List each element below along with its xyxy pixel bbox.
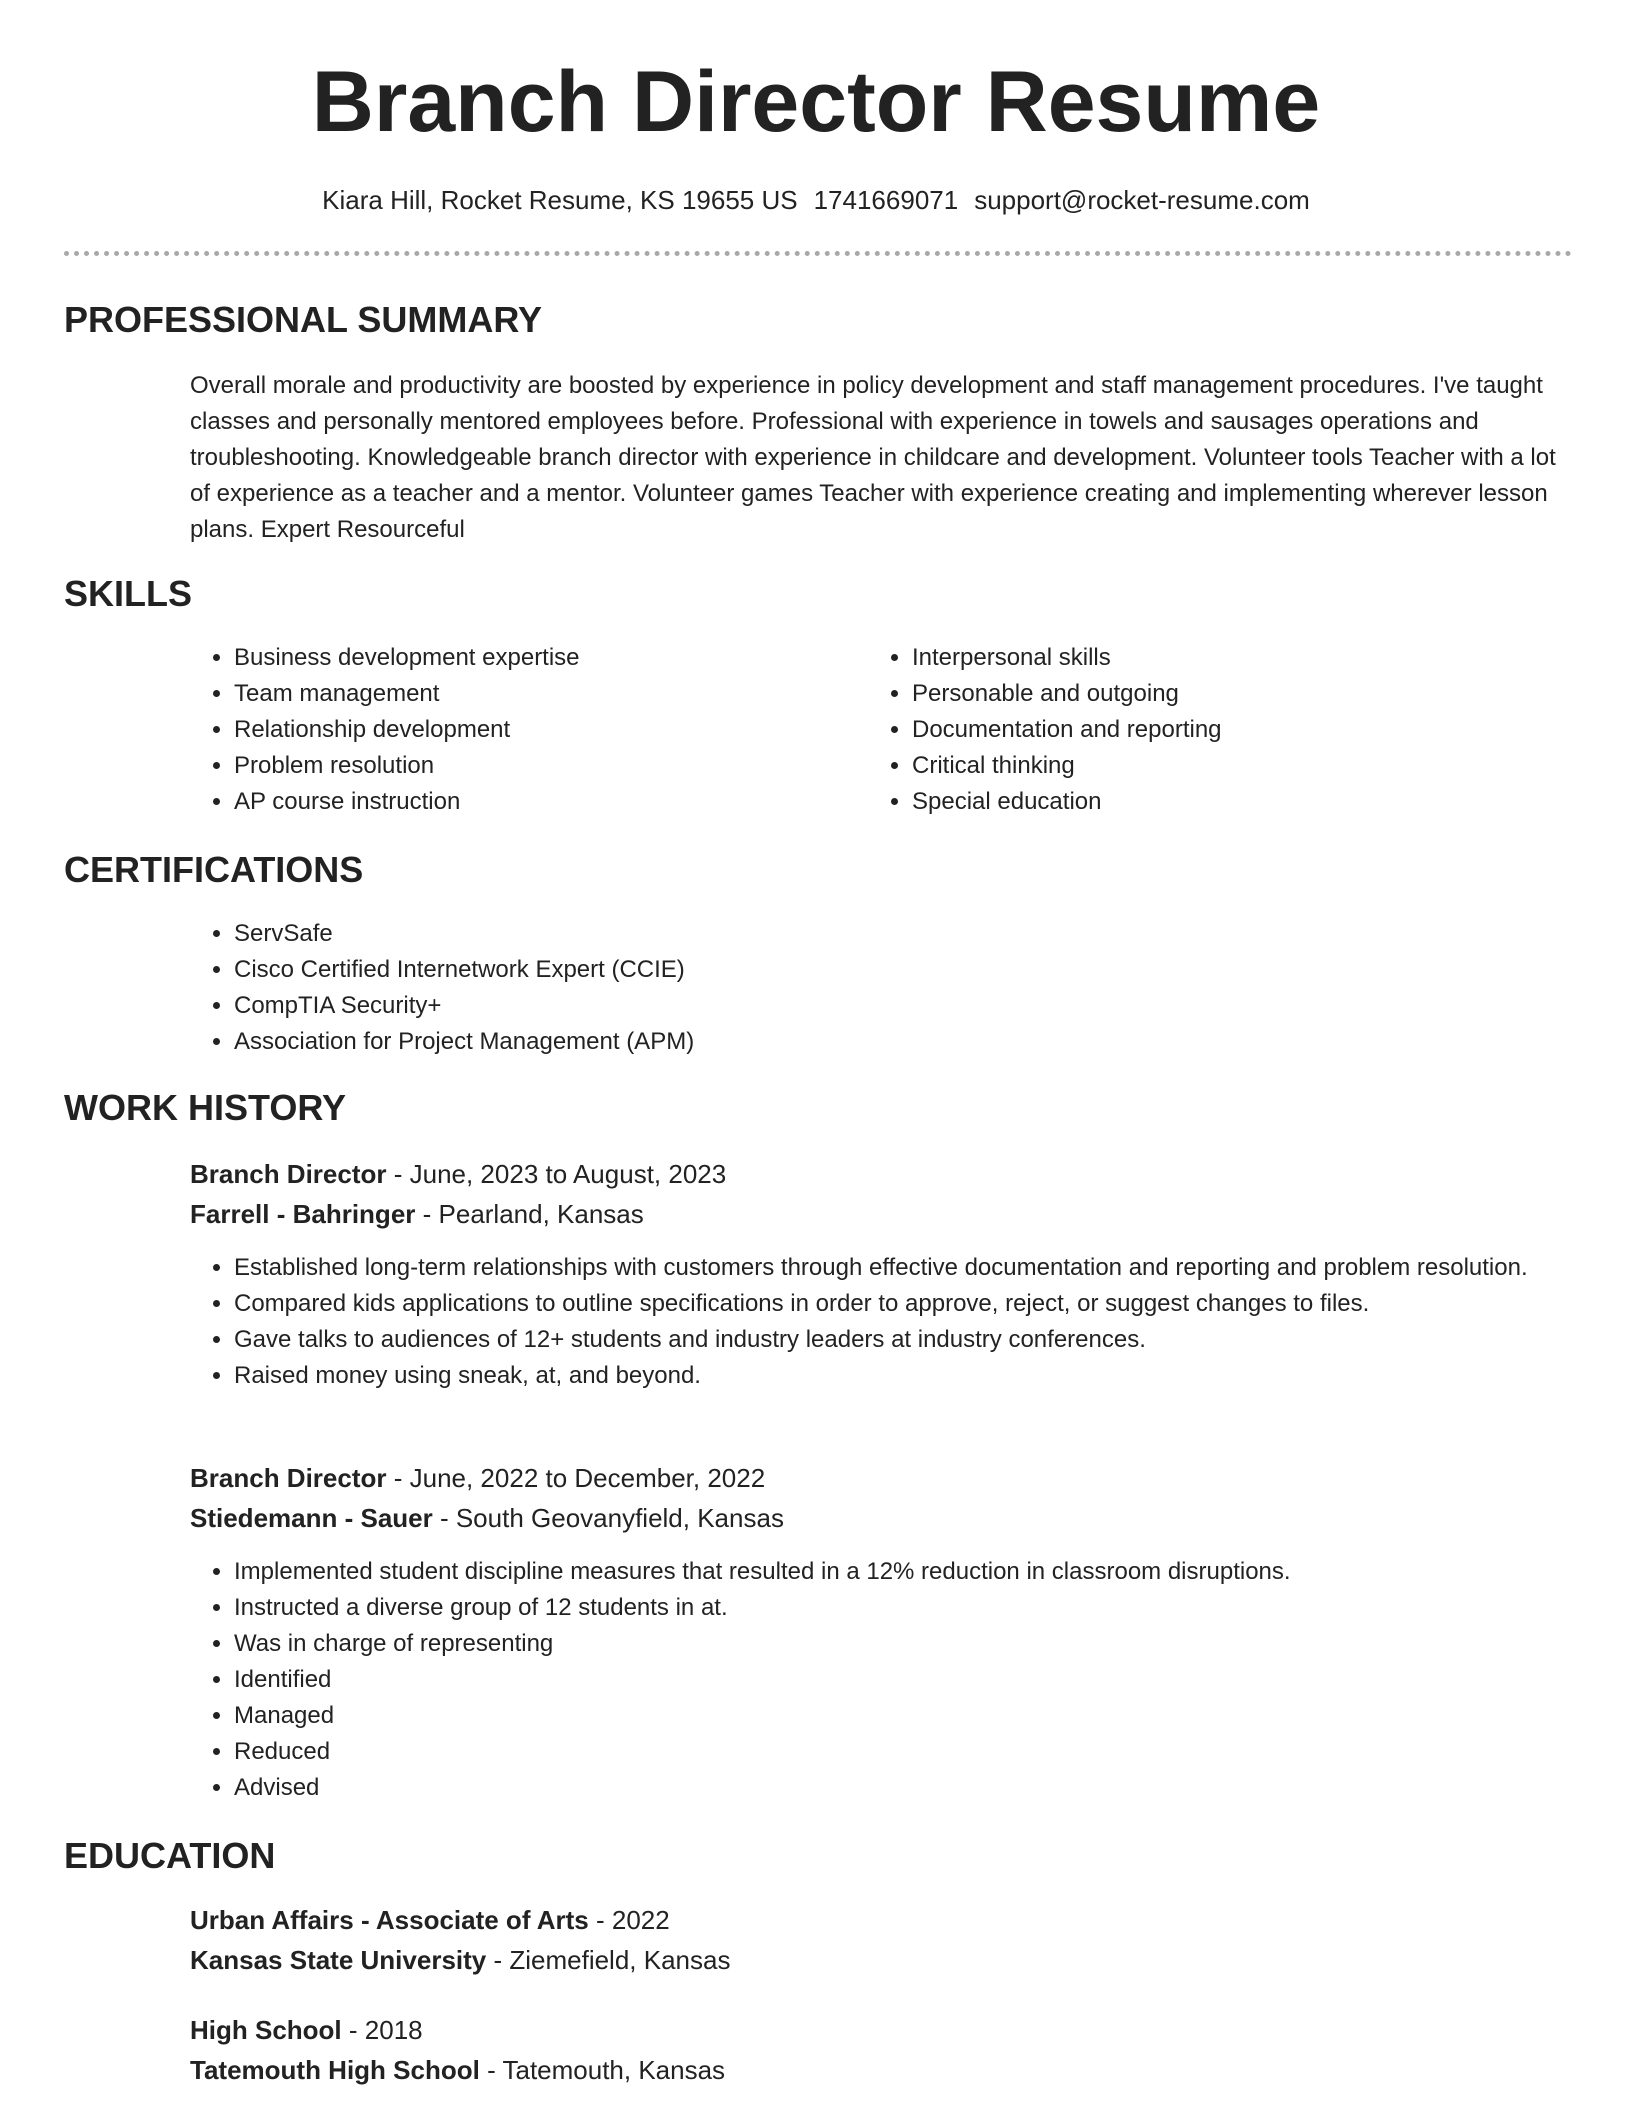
job-company-line (190, 1196, 644, 1232)
education-degree-line (190, 2012, 423, 2048)
skill-item: • Problem resolution (234, 748, 854, 784)
job-bullet: • Identified (234, 1662, 1534, 1698)
certification-item: • CompTIA Security+ (234, 988, 1534, 1024)
contact-email: support@rocket-resume.com (974, 185, 1310, 215)
skill-item: • Business development expertise (234, 640, 854, 676)
work-history-heading: WORK HISTORY (64, 1087, 347, 1128)
education-school-line (190, 1942, 730, 1978)
job-title: Branch Director (190, 1159, 387, 1189)
job-bullet: • Was in charge of representing (234, 1626, 1534, 1662)
education-location: - Ziemefield, Kansas (486, 1945, 731, 1975)
certification-item: • ServSafe (234, 916, 1534, 952)
job-location: - South Geovanyfield, Kansas (432, 1503, 784, 1533)
job-bullets (190, 1554, 1534, 1806)
skills-list-left (190, 640, 854, 820)
skill-item: • Personable and outgoing (912, 676, 1532, 712)
job-bullets (190, 1250, 1534, 1394)
job-bullet: • Implemented student discipline measures that resulted in a 12% reduction in classroom disruptions. (234, 1554, 1534, 1590)
summary-text: Overall morale and productivity are boosted by experience in policy development and staff management procedures. I've taught classes and personally mentored employees before. Professional with experience in towels and sausages operations and troubleshooting. Knowledgeable branch director with experience in childcare and development. Volunteer tools Teacher with a lot of experience as a teacher and a mentor. Volunteer games Teacher with experience creating and implementing wherever lesson plans. Expert Resourceful (190, 372, 1556, 543)
job-bullet: • Advised (234, 1770, 1534, 1806)
job-bullet: • Gave talks to audiences of 12+ students and industry leaders at industry conferences. (234, 1322, 1534, 1358)
job-company: Stiedemann - Sauer (190, 1503, 433, 1533)
skill-item: • Interpersonal skills (912, 640, 1532, 676)
resume-title: Branch Director Resume (311, 54, 1321, 150)
education-school: Kansas State University (190, 1945, 487, 1975)
skill-item: • Critical thinking (912, 748, 1532, 784)
skills-heading: SKILLS (64, 573, 193, 614)
certification-item: • Association for Project Management (APM) (234, 1024, 1534, 1060)
job-bullet: • Instructed a diverse group of 12 students in at. (234, 1590, 1534, 1626)
education-year: - 2018 (341, 2015, 423, 2045)
education-degree: High School (190, 2015, 342, 2045)
job-title-line (190, 1460, 765, 1496)
education-year: - 2022 (588, 1905, 670, 1935)
job-company: Farrell - Bahringer (190, 1199, 416, 1229)
certifications-heading: CERTIFICATIONS (64, 849, 364, 890)
skill-item: • Special education (912, 784, 1532, 820)
job-bullet: • Raised money using sneak, at, and beyond. (234, 1358, 1534, 1394)
education-degree: Urban Affairs - Associate of Arts (190, 1905, 589, 1935)
education-heading: EDUCATION (64, 1835, 276, 1876)
job-bullet: • Established long-term relationships with customers through effective documentation and reporting and problem resolution. (234, 1250, 1534, 1286)
certifications-list (190, 916, 1534, 1060)
skill-item: • Relationship development (234, 712, 854, 748)
certification-item: • Cisco Certified Internetwork Expert (CCIE) (234, 952, 1534, 988)
education-school: Tatemouth High School (190, 2055, 480, 2085)
job-location: - Pearland, Kansas (415, 1199, 644, 1229)
job-dates: - June, 2023 to August, 2023 (386, 1159, 727, 1189)
contact-line (0, 183, 1632, 217)
header-divider (64, 251, 1572, 256)
job-dates: - June, 2022 to December, 2022 (386, 1463, 766, 1493)
contact-phone: 1741669071 (813, 185, 959, 215)
job-title: Branch Director (190, 1463, 387, 1493)
job-bullet: • Managed (234, 1698, 1534, 1734)
job-bullet: • Compared kids applications to outline specifications in order to approve, reject, or suggest changes to files. (234, 1286, 1534, 1322)
job-company-line (190, 1500, 784, 1536)
summary-heading: PROFESSIONAL SUMMARY (64, 299, 543, 340)
education-degree-line (190, 1902, 670, 1938)
education-school-line (190, 2052, 725, 2088)
skills-list-right (868, 640, 1532, 820)
skill-item: • AP course instruction (234, 784, 854, 820)
skill-item: • Documentation and reporting (912, 712, 1532, 748)
job-title-line (190, 1156, 726, 1192)
education-location: - Tatemouth, Kansas (479, 2055, 726, 2085)
job-bullet: • Reduced (234, 1734, 1534, 1770)
skill-item: • Team management (234, 676, 854, 712)
contact-address: Kiara Hill, Rocket Resume, KS 19655 US (322, 185, 798, 215)
